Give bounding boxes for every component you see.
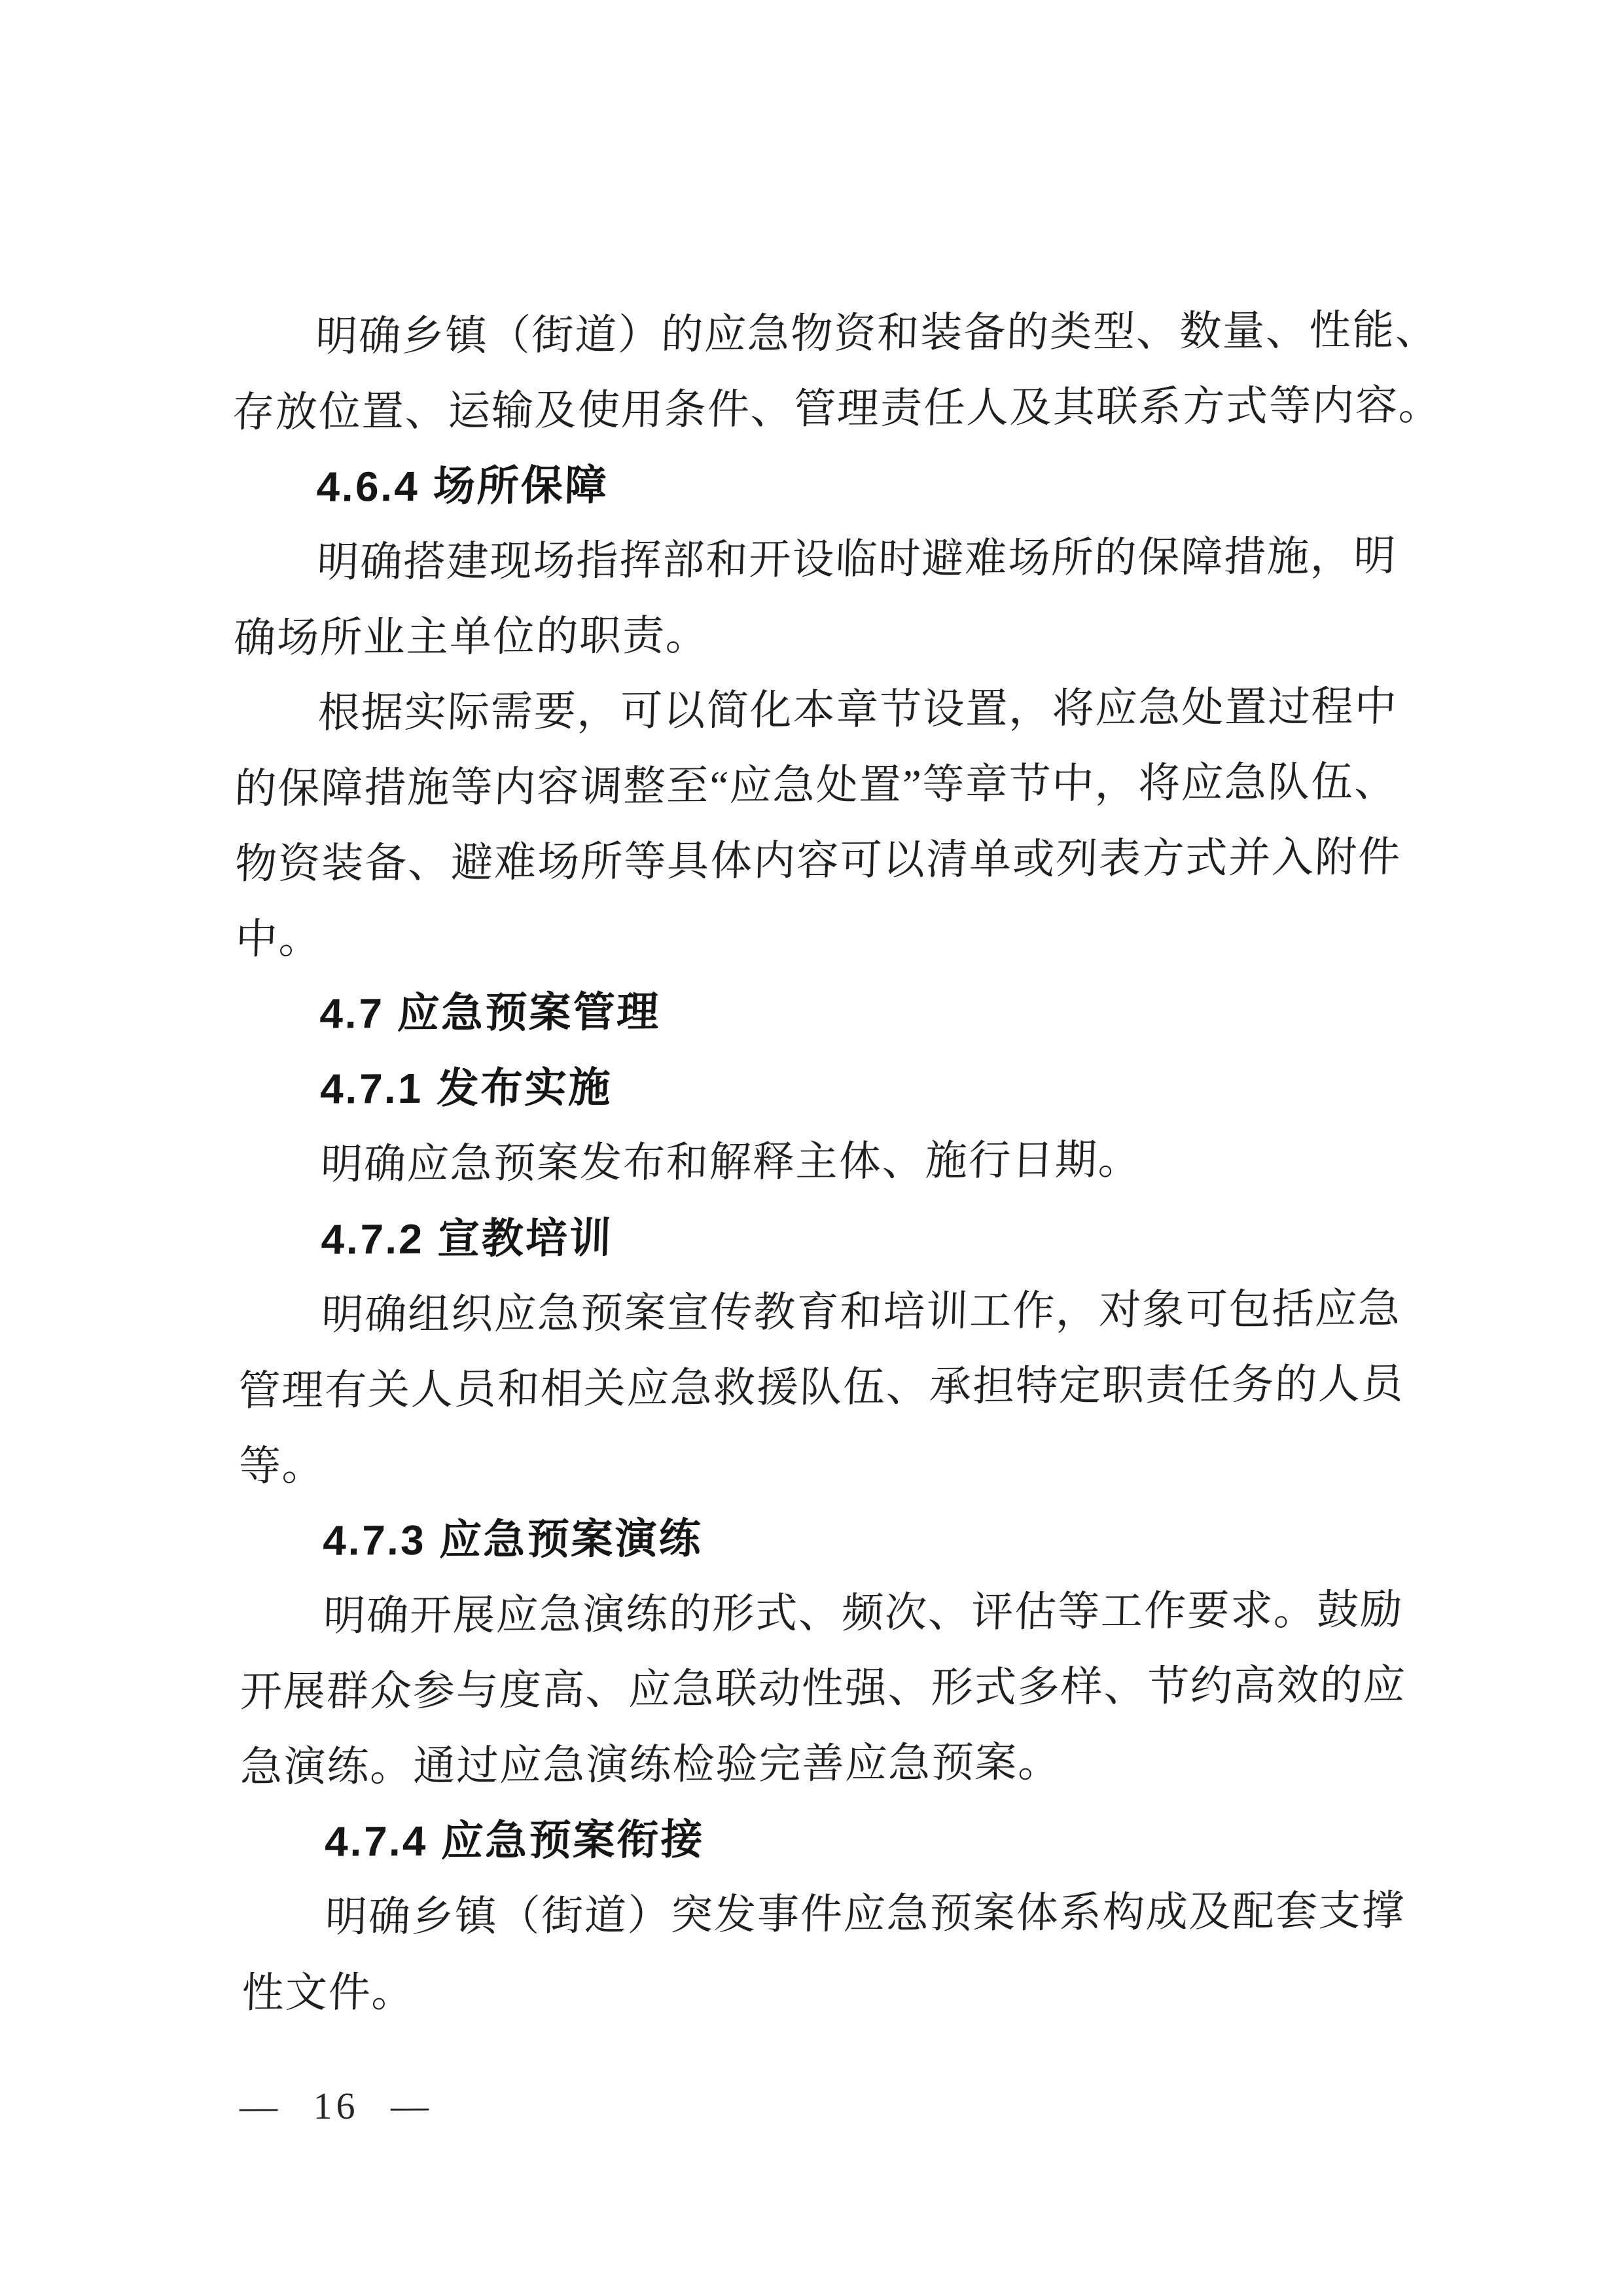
body-text-line: 开展群众参与度高、应急联动性强、形式多样、节约高效的应 bbox=[239, 1661, 1407, 1715]
body-text-line: 根据实际需要，可以简化本章节设置，将应急处置过程中 bbox=[317, 683, 1399, 736]
body-text-line: 急演练。通过应急演练检验完善应急预案。 bbox=[240, 1738, 1062, 1791]
section-heading: 4.7 应急预案管理 bbox=[319, 988, 662, 1037]
body-text-line: 等。 bbox=[238, 1442, 326, 1490]
section-heading: 4.6.4 场所保障 bbox=[315, 461, 609, 511]
body-text-line: 明确组织应急预案宣传教育和培训工作，对象可包括应急 bbox=[321, 1285, 1402, 1338]
body-text-line: 中。 bbox=[234, 915, 323, 963]
body-text-line: 确场所业主单位的职责。 bbox=[233, 612, 710, 662]
body-text-line: 性文件。 bbox=[241, 1968, 416, 2017]
body-text-line: 明确乡镇（街道）的应急物资和装备的类型、数量、性能、 bbox=[315, 306, 1440, 360]
section-heading: 4.7.3 应急预案演练 bbox=[322, 1515, 704, 1564]
section-heading: 4.7.1 发布实施 bbox=[319, 1064, 613, 1113]
body-text-line: 明确乡镇（街道）突发事件应急预案体系构成及配套支撑 bbox=[325, 1887, 1406, 1941]
body-text-line: 明确开展应急演练的形式、频次、评估等工作要求。鼓励 bbox=[323, 1586, 1404, 1640]
section-heading: 4.7.2 宣教培训 bbox=[320, 1214, 614, 1263]
body-text-line: 管理有关人员和相关应急救援队伍、承担特定职责任务的人员 bbox=[238, 1360, 1406, 1414]
page-number-label: — 16 — bbox=[239, 2084, 433, 2128]
body-text-line: 存放位置、运输及使用条件、管理责任人及其联系方式等内容。 bbox=[231, 382, 1442, 436]
body-text-line: 明确应急预案发布和解释主体、施行日期。 bbox=[319, 1136, 1143, 1188]
page-footer bbox=[240, 2085, 433, 2127]
body-text-line: 物资装备、避难场所等具体内容可以清单或列表方式并入附件 bbox=[234, 833, 1402, 888]
section-heading: 4.7.4 应急预案衔接 bbox=[324, 1816, 705, 1865]
body-text-line: 的保障措施等内容调整至“应急处置”等章节中，将应急队伍、 bbox=[234, 758, 1399, 812]
body-text-line: 明确搭建现场指挥部和开设临时避难场所的保障措施，明 bbox=[316, 532, 1398, 586]
page-body-text bbox=[230, 292, 1442, 2030]
